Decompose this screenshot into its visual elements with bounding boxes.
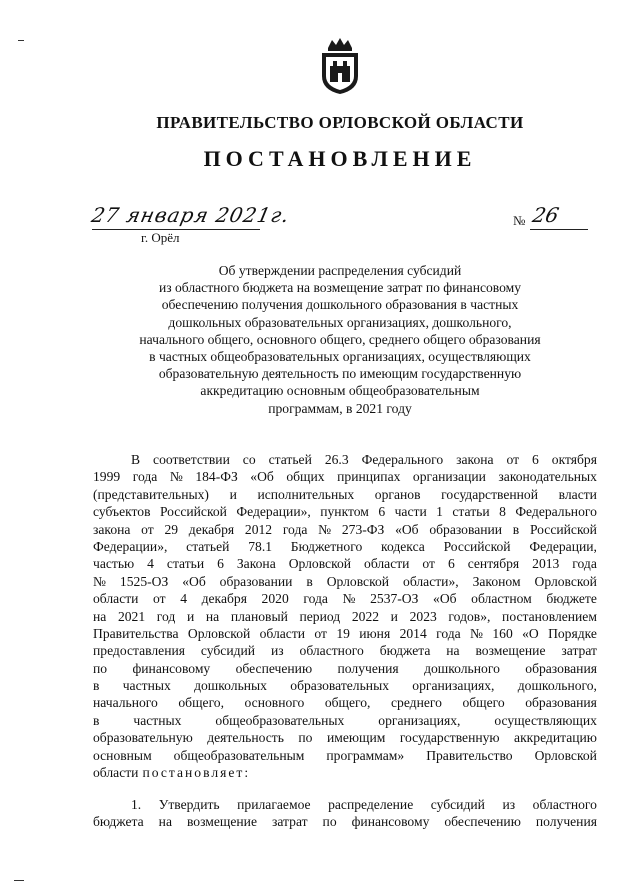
body-line: частью 4 статьи 6 Закона Орловской области от 6 сентября 2013 года — [93, 556, 597, 572]
body-line: начального общего, основного общего, среднего общего образования — [93, 695, 597, 711]
body-line: в частных дошкольных образовательных организациях, дошкольного, — [93, 678, 597, 694]
clause-line: 1. Утвердить прилагаемое распределение субсидий из областного — [131, 797, 597, 812]
body-line: предоставления субсидий из областного бюджета на возмещение затрат — [93, 643, 597, 659]
handwritten-number: 26 — [530, 203, 562, 227]
body-line: № 1525-ОЗ «Об образовании в Орловской области», Законом Орловской — [93, 573, 597, 589]
title-line: начального общего, основного общего, среднего общего образования — [139, 331, 541, 347]
resolves-word: постановляет: — [142, 765, 251, 781]
body-line: В соответствии со статьей 26.3 Федерального закона от 6 октября — [131, 452, 597, 467]
body-line: области от 4 декабря 2020 года № 2537-ОЗ «Об областном бюджете — [93, 591, 597, 607]
body-line: основным общеобразовательным программам» Правительство Орловской — [93, 747, 597, 763]
body-line: на 2021 год и на плановый период 2022 и 2023 годов», постановлением — [93, 608, 597, 624]
title-line: программам, в 2021 году — [268, 400, 412, 416]
document-title — [100, 262, 580, 417]
clause-1 — [93, 796, 597, 831]
body-line: закона от 29 декабря 2012 года № 273-ФЗ «Об образовании в Российской — [93, 521, 597, 537]
number-label: № — [513, 213, 526, 228]
handwritten-date: 27 января 2021г. — [89, 203, 293, 227]
title-line: аккредитацию основным общеобразовательным — [200, 383, 480, 399]
clause-line: бюджета на возмещение затрат по финансовому обеспечению получения — [93, 814, 597, 830]
document-type: ПОСТАНОВЛЕНИЕ — [203, 146, 477, 171]
body-line: субъектов Российской Федерации», пунктом 6 части 1 статьи 8 Федерального — [93, 504, 597, 520]
body-line: 1999 года № 184-ФЗ «Об общих принципах организации законодательных — [93, 469, 597, 485]
body-line: Федерации», статьей 78.1 Бюджетного кодекса Российской Федерации, — [93, 538, 597, 554]
body-line-last — [93, 764, 597, 781]
organization-name: ПРАВИТЕЛЬСТВО ОРЛОВСКОЙ ОБЛАСТИ — [156, 113, 524, 132]
title-line: Об утверждении распределения субсидий — [218, 263, 462, 278]
body-line: в частных общеобразовательных организациях, осуществляющих — [93, 712, 597, 728]
title-line: дошкольных образовательных организациях, дошкольного, — [168, 314, 512, 330]
body-line: образовательную деятельность по имеющим государственную аккредитацию — [93, 730, 597, 746]
title-line: из областного бюджета на возмещение затрат по финансовому — [158, 280, 522, 296]
oryol-coat-of-arms-icon — [318, 36, 362, 96]
margin-mark — [14, 880, 24, 881]
margin-mark — [18, 40, 24, 41]
number-underline — [530, 229, 588, 230]
body-text: области — [93, 765, 139, 781]
body-line: Правительства Орловской области от 19 июня 2014 года № 160 «О Порядке — [93, 625, 597, 641]
title-line: в частных общеобразовательных организациях, осуществляющих — [149, 349, 531, 365]
body-line: по финансовому обеспечению получения дошкольного образования — [93, 660, 597, 676]
title-line: образовательную деятельность по имеющим государственную — [158, 366, 522, 382]
body-line: (представительных) и исполнительных органов государственной власти — [93, 486, 597, 502]
city-label: г. Орёл — [141, 230, 180, 245]
title-line: обеспечению получения дошкольного образования в частных — [161, 297, 519, 313]
preamble-paragraph — [93, 451, 597, 781]
